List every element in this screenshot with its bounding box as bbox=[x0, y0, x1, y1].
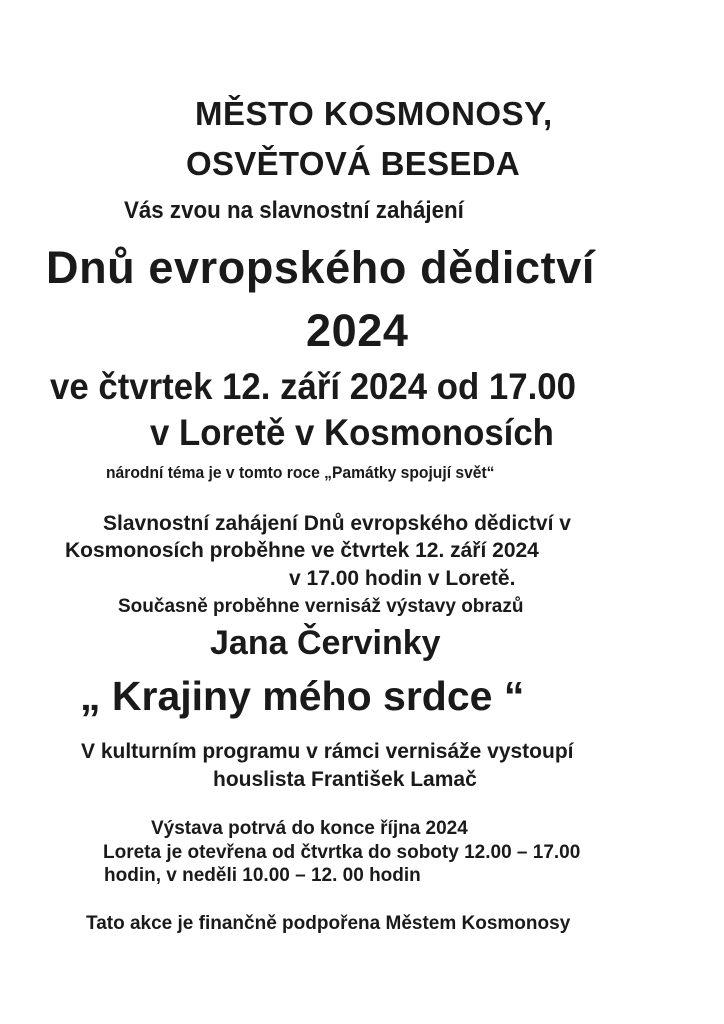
artist-name: Jana Červinky bbox=[210, 624, 441, 662]
exhibition-name: „ Krajiny mého srdce “ bbox=[80, 673, 525, 719]
opening-line-3: hodin, v neděli 10.00 – 12. 00 hodin bbox=[104, 865, 421, 886]
opening-line-1: Výstava potrvá do konce října 2024 bbox=[151, 818, 468, 839]
organizer-line-1: MĚSTO KOSMONOSY, bbox=[195, 95, 553, 132]
event-year: 2024 bbox=[306, 305, 409, 356]
event-theme: národní téma je v tomto roce „Památky spojují svět“ bbox=[106, 463, 495, 482]
description-line-2: Kosmonosích proběhne ve čtvrtek 12. září 2024 bbox=[65, 539, 539, 562]
sponsor-note: Tato akce je finančně podpořena Městem Kosmonosy bbox=[86, 913, 571, 934]
event-date-time: ve čtvrtek 12. září 2024 od 17.00 bbox=[50, 366, 576, 407]
event-title: Dnů evropského dědictví bbox=[46, 242, 595, 293]
program-line-2: houslista František Lamač bbox=[213, 768, 477, 791]
description-line-3: v 17.00 hodin v Loretě. bbox=[289, 567, 516, 590]
program-line-1: V kulturním programu v rámci vernisáže vystoupí bbox=[81, 740, 574, 763]
opening-line-2: Loreta je otevřena od čtvrtka do soboty 12.00 – 17.00 bbox=[103, 842, 581, 863]
invitation-text: Vás zvou na slavnostní zahájení bbox=[124, 197, 464, 224]
description-line-4: Současně proběhne vernisáž výstavy obrazů bbox=[118, 596, 524, 617]
description-line-1: Slavnostní zahájení Dnů evropského dědictví v bbox=[103, 512, 571, 535]
event-place: v Loretě v Kosmonosích bbox=[150, 412, 554, 453]
organizer-line-2: OSVĚTOVÁ BESEDA bbox=[186, 145, 520, 182]
